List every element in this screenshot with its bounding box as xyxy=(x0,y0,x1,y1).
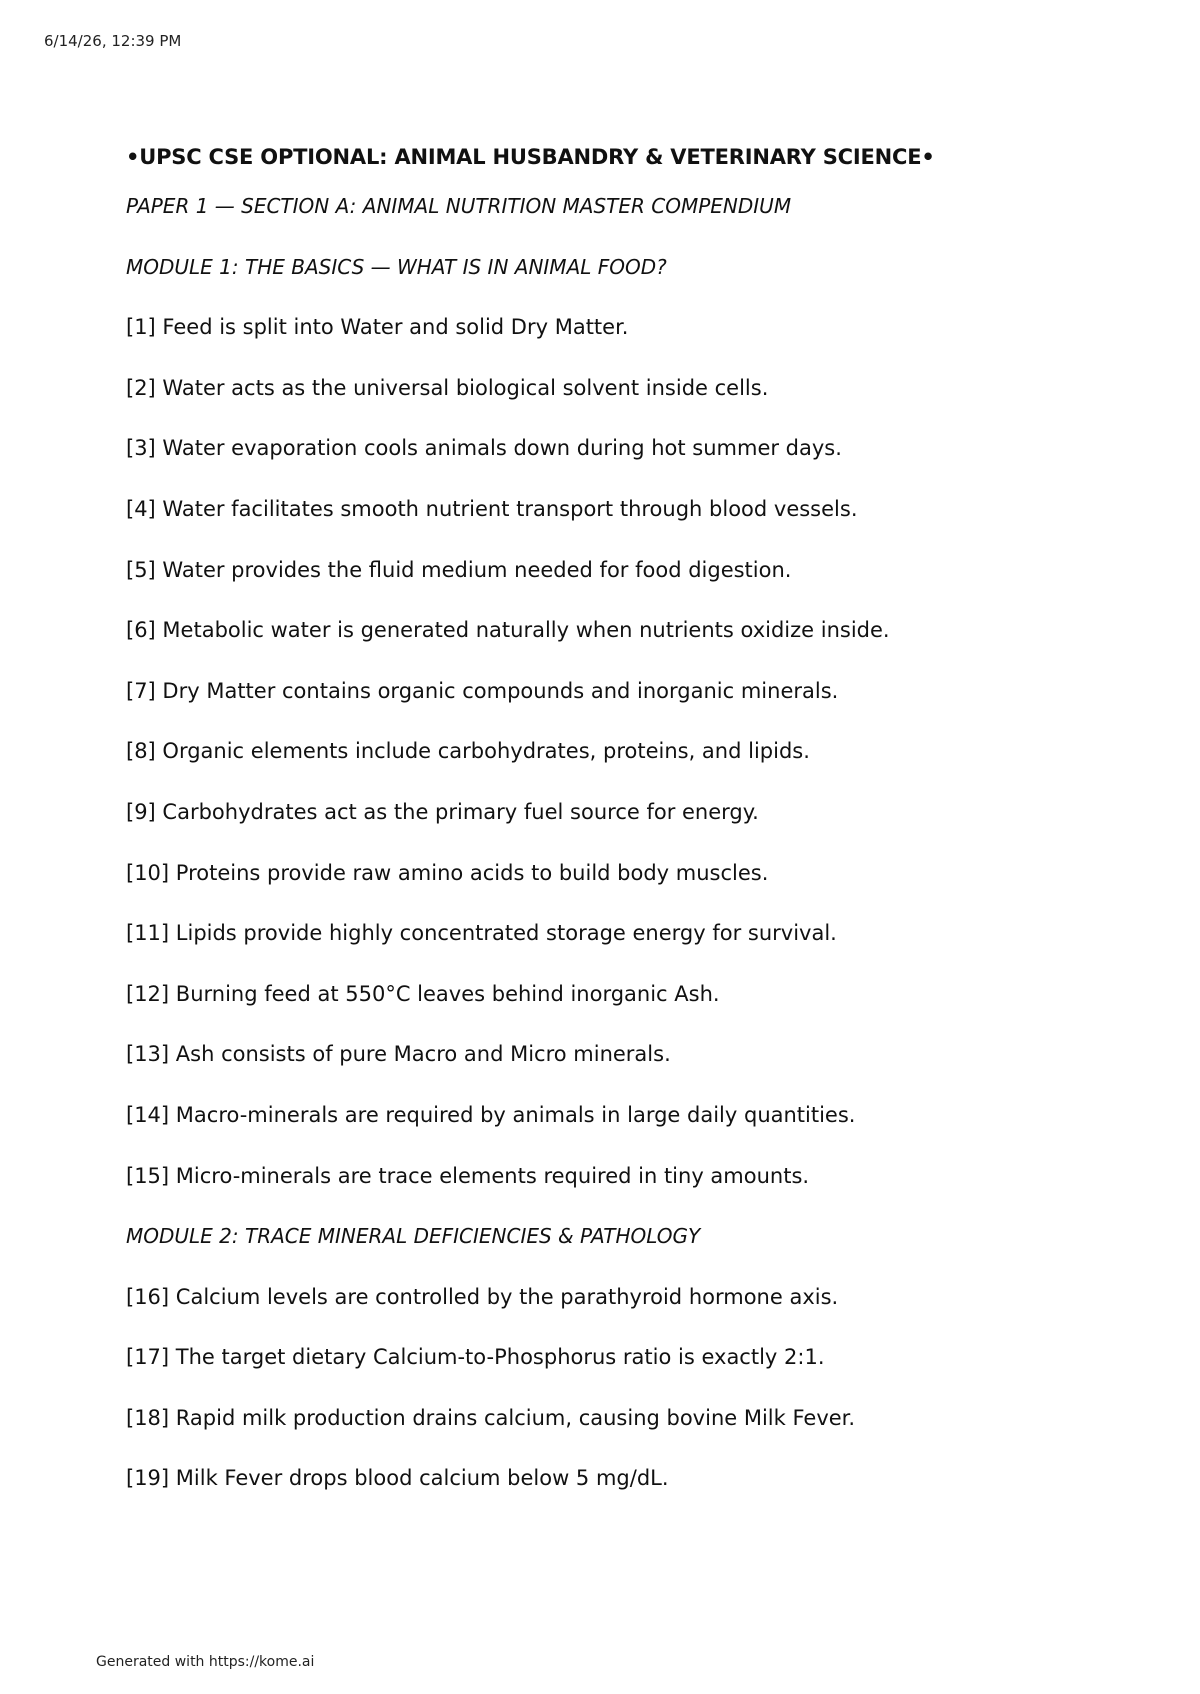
list-item: [17] The target dietary Calcium-to-Phosphorus ratio is exactly 2:1. xyxy=(126,1345,825,1370)
module-1-heading: MODULE 1: THE BASICS — WHAT IS IN ANIMAL FOOD? xyxy=(126,254,667,279)
list-item: [13] Ash consists of pure Macro and Micro minerals. xyxy=(126,1042,671,1067)
document-title: •UPSC CSE OPTIONAL: ANIMAL HUSBANDRY & VETERINARY SCIENCE• xyxy=(126,145,935,169)
list-item: [5] Water provides the fluid medium needed for food digestion. xyxy=(126,557,792,582)
generated-with-footer: Generated with https://kome.ai xyxy=(96,1654,315,1670)
list-item: [19] Milk Fever drops blood calcium below 5 mg/dL. xyxy=(126,1466,669,1491)
list-item: [12] Burning feed at 550°C leaves behind inorganic Ash. xyxy=(126,981,720,1006)
list-item: [6] Metabolic water is generated naturally when nutrients oxidize inside. xyxy=(126,618,890,643)
module-2-heading: MODULE 2: TRACE MINERAL DEFICIENCIES & PATHOLOGY xyxy=(126,1224,701,1249)
list-item: [14] Macro-minerals are required by animals in large daily quantities. xyxy=(126,1102,856,1127)
list-item: [3] Water evaporation cools animals down during hot summer days. xyxy=(126,436,842,461)
list-item: [1] Feed is split into Water and solid Dry Matter. xyxy=(126,315,629,340)
paper-heading: PAPER 1 — SECTION A: ANIMAL NUTRITION MASTER COMPENDIUM xyxy=(126,194,792,218)
list-item: [9] Carbohydrates act as the primary fuel source for energy. xyxy=(126,799,759,824)
list-item: [10] Proteins provide raw amino acids to build body muscles. xyxy=(126,860,769,885)
list-item: [4] Water facilitates smooth nutrient transport through blood vessels. xyxy=(126,496,858,521)
list-item: [18] Rapid milk production drains calcium, causing bovine Milk Fever. xyxy=(126,1405,856,1430)
list-item: [8] Organic elements include carbohydrates, proteins, and lipids. xyxy=(126,739,810,764)
list-item: [2] Water acts as the universal biological solvent inside cells. xyxy=(126,375,769,400)
print-timestamp: 6/14/26, 12:39 PM xyxy=(44,32,182,50)
list-item: [11] Lipids provide highly concentrated storage energy for survival. xyxy=(126,921,837,946)
list-item: [15] Micro-minerals are trace elements required in tiny amounts. xyxy=(126,1163,810,1188)
list-item: [16] Calcium levels are controlled by the parathyroid hormone axis. xyxy=(126,1284,839,1309)
document-body xyxy=(126,138,1156,1509)
list-item: [7] Dry Matter contains organic compounds and inorganic minerals. xyxy=(126,678,839,703)
